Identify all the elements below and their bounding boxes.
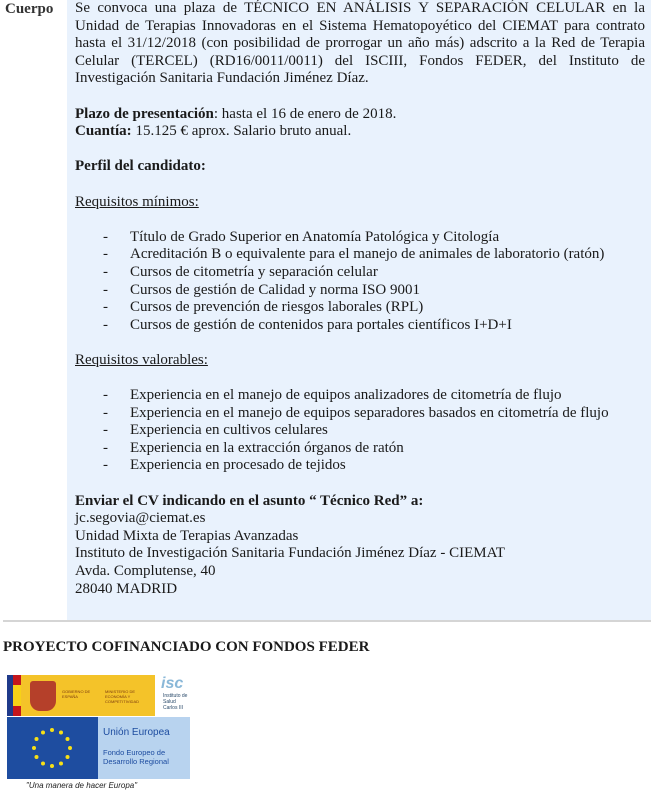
cuantia-value: 15.125 € aprox. Salario bruto anual. <box>131 123 352 140</box>
funding-logos <box>7 675 190 779</box>
list-item: - Título de Grado Superior en Anatomía Patológica y Citología <box>103 228 500 245</box>
spain-flag-icon <box>13 675 21 685</box>
eu-caption: "Una manera de hacer Europa" <box>26 781 138 790</box>
contact-line: Instituto de Investigación Sanitaria Fundación Jiménez Díaz - CIEMAT <box>75 545 505 562</box>
perfil-heading: Perfil del candidato: <box>75 158 206 175</box>
list-item: - Experiencia en la extracción órganos de ratón <box>103 439 404 456</box>
body-cell <box>67 0 651 620</box>
list-item: - Experiencia en el manejo de equipos analizadores de citometría de flujo <box>103 387 562 404</box>
spain-flag-red <box>13 706 21 716</box>
requisitos-valorables-list <box>75 387 645 475</box>
intro-paragraph: Se convoca una plaza de TÉCNICO EN ANÁLISIS Y SEPARACIÓN CELULAR en la Unidad de Terapias Innovadoras en el Sistema Hematopoyético del CIEMAT para contrato hasta el 31/12/2018 (con posibilidad de prorrogar un año más) adscrito a la Red de Terapia Celular (TERCEL) (RD16/0011/0011) del ISCIII, Fondos FEDER, del Instituto de Investigación Sanitaria Fundación Jiménez Díaz. <box>75 0 645 87</box>
cuantia-label: Cuantía: <box>75 123 132 140</box>
list-item: - Experiencia en cultivos celulares <box>103 422 328 439</box>
contact-email[interactable]: jc.segovia@ciemat.es <box>75 510 206 527</box>
eu-stars-icon <box>7 717 98 779</box>
list-item-text: Experiencia en cultivos celulares <box>130 422 328 439</box>
eu-title: Unión Europea <box>103 727 170 738</box>
spain-flag-yellow <box>13 685 21 706</box>
requisitos-valorables-heading: Requisitos valorables: <box>75 351 208 368</box>
gobierno-espana-logo <box>7 675 155 716</box>
contact-line: 28040 MADRID <box>75 580 178 597</box>
list-item-text: Experiencia en el manejo de equipos separadores basados en citometría de flujo <box>130 404 609 421</box>
gov-text: GOBIERNO DE ESPAÑA <box>62 689 91 699</box>
isc-text: Instituto de Salud Carlos III <box>163 693 188 711</box>
list-item-text: Cursos de gestión de contenidos para portales científicos I+D+I <box>130 316 512 333</box>
ministry-text: MINISTERIO DE ECONOMÍA Y COMPETITIVIDAD <box>105 689 140 704</box>
list-item-text: Cursos de citometría y separación celular <box>130 263 378 280</box>
contact-line: Avda. Complutense, 40 <box>75 563 216 579</box>
list-item: - Cursos de prevención de riesgos laborales (RPL) <box>103 299 424 316</box>
plazo-line <box>75 106 645 124</box>
isciii-logo <box>155 675 190 716</box>
list-item-text: Experiencia en el manejo de equipos analizadores de citometría de flujo <box>130 387 562 404</box>
row-label: Cuerpo <box>5 1 54 17</box>
eu-text-panel <box>98 717 190 779</box>
eu-flag-icon <box>7 717 98 779</box>
list-item-text: Experiencia en la extracción órganos de ratón <box>130 439 404 456</box>
row-divider <box>3 620 651 622</box>
list-item: - Cursos de citometría y separación celular <box>103 263 378 280</box>
label-cell <box>0 0 67 620</box>
list-item-text: Experiencia en procesado de tejidos <box>130 457 346 474</box>
list-item: - Experiencia en procesado de tejidos <box>103 457 346 474</box>
list-item: - Experiencia en el manejo de equipos separadores basados en citometría de flujo <box>103 404 609 421</box>
requisitos-minimos-list <box>75 229 645 335</box>
cuantia-line <box>75 123 645 141</box>
list-item: - Cursos de gestión de Calidad y norma ISO 9001 <box>103 281 420 298</box>
coat-of-arms-icon <box>30 681 56 711</box>
list-item: - Acreditación B o equivalente para el manejo de animales de laboratorio (ratón) <box>103 246 605 263</box>
plazo-label: Plazo de presentación <box>75 105 214 122</box>
isc-mark-icon: isc <box>161 675 184 692</box>
content <box>75 0 645 598</box>
feder-title: PROYECTO COFINANCIADO CON FONDOS FEDER <box>3 639 370 655</box>
contact-heading: Enviar el CV indicando en el asunto “ Técnico Red” a: <box>75 492 424 509</box>
list-item-text: Título de Grado Superior en Anatomía Patológica y Citología <box>130 228 500 245</box>
requisitos-minimos-heading: Requisitos mínimos: <box>75 193 199 210</box>
list-item-text: Cursos de prevención de riesgos laborales (RPL) <box>130 299 424 316</box>
eu-subtitle: Fondo Europeo de Desarrollo Regional <box>103 748 169 766</box>
list-item-text: Cursos de gestión de Calidad y norma ISO 9001 <box>130 281 420 298</box>
list-item-text: Acreditación B o equivalente para el manejo de animales de laboratorio (ratón) <box>130 246 605 263</box>
contact-line: Unidad Mixta de Terapias Avanzadas <box>75 527 299 544</box>
plazo-value: : hasta el 16 de enero de 2018. <box>213 105 397 122</box>
list-item: - Cursos de gestión de contenidos para portales científicos I+D+I <box>103 316 512 333</box>
